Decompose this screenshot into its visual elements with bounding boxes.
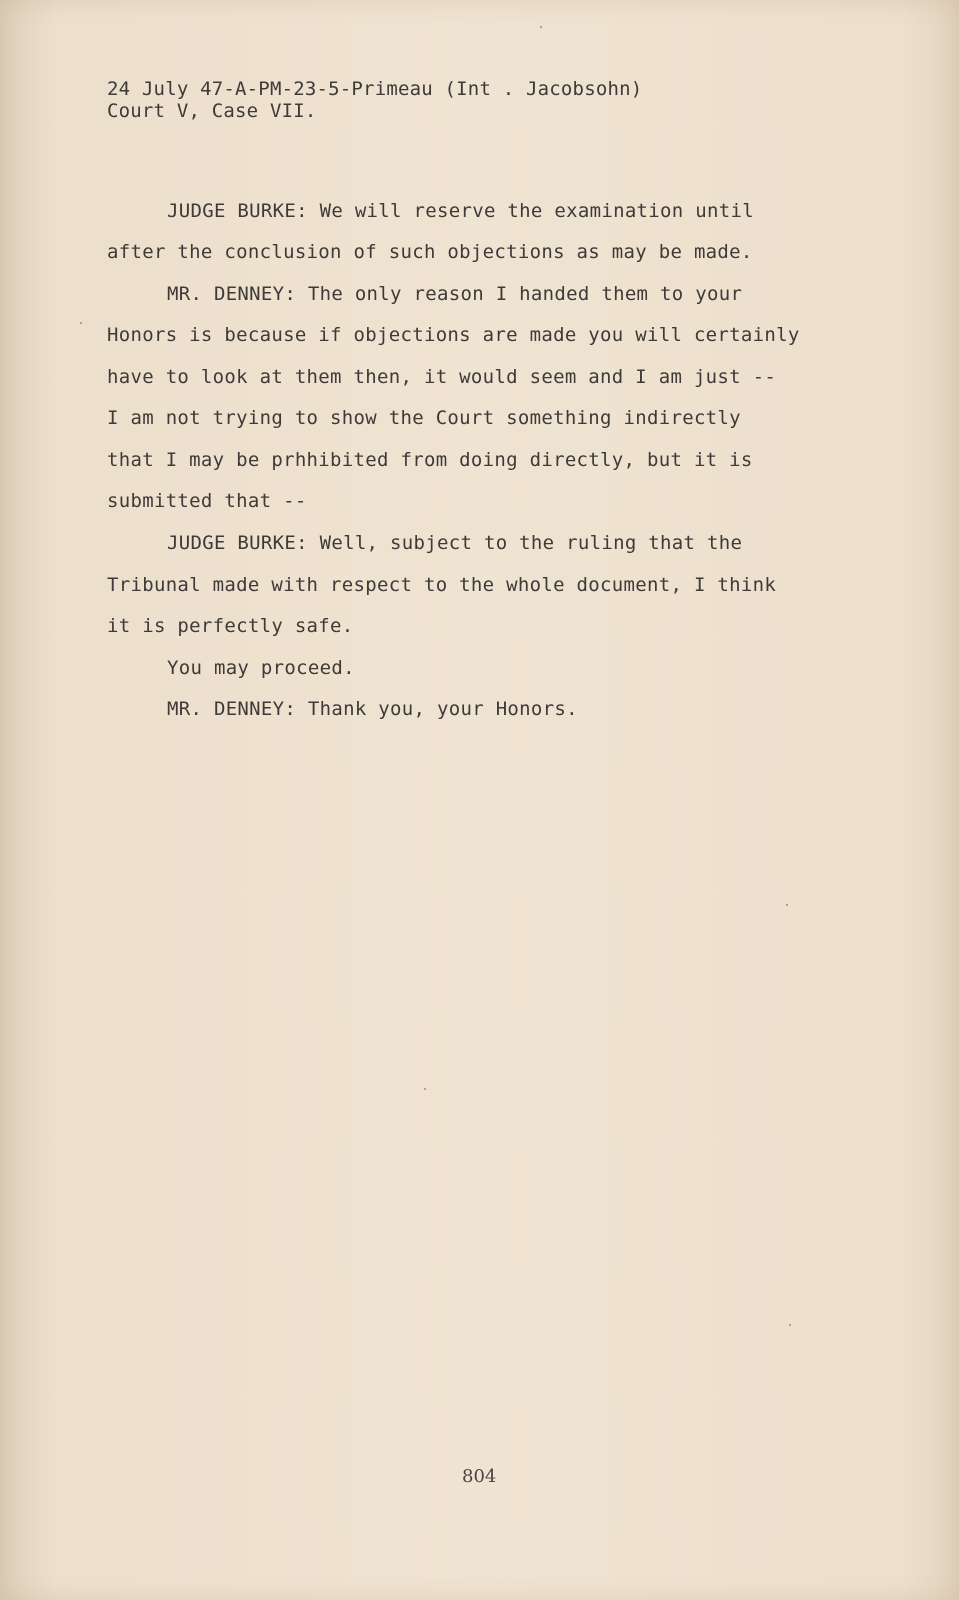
transcript-line: after the conclusion of such objections as may be made.	[107, 241, 753, 263]
transcript-line: Tribunal made with respect to the whole document, I think	[107, 574, 777, 596]
transcript-line: JUDGE BURKE: We will reserve the examination until	[167, 200, 754, 222]
transcript-line: submitted that --	[107, 490, 307, 512]
page-number: 804	[462, 1466, 497, 1487]
header-session-line: 24 July 47-A-PM-23-5-Primeau (Int . Jacobsohn)	[107, 78, 643, 100]
paper-speck	[424, 1088, 426, 1090]
transcript-line: it is perfectly safe.	[107, 615, 354, 637]
transcript-header	[107, 78, 642, 122]
paper-speck	[540, 26, 542, 28]
transcript-line: I am not trying to show the Court something indirectly	[107, 407, 741, 429]
transcript-line: JUDGE BURKE: Well, subject to the ruling that the	[167, 532, 743, 554]
transcript-line: that I may be prhhibited from doing directly, but it is	[107, 449, 753, 471]
paper-speck	[80, 322, 82, 324]
paper-speck	[786, 904, 788, 906]
transcript-line: Honors is because if objections are made you will certainly	[107, 324, 800, 346]
transcript-line: You may proceed.	[167, 657, 355, 679]
transcript-line: MR. DENNEY: Thank you, your Honors.	[167, 698, 578, 720]
paper-speck	[789, 1324, 791, 1326]
header-court-line: Court V, Case VII.	[107, 100, 317, 122]
transcript-line: MR. DENNEY: The only reason I handed them to your	[167, 283, 743, 305]
transcript-line: have to look at them then, it would seem and I am just --	[107, 366, 777, 388]
